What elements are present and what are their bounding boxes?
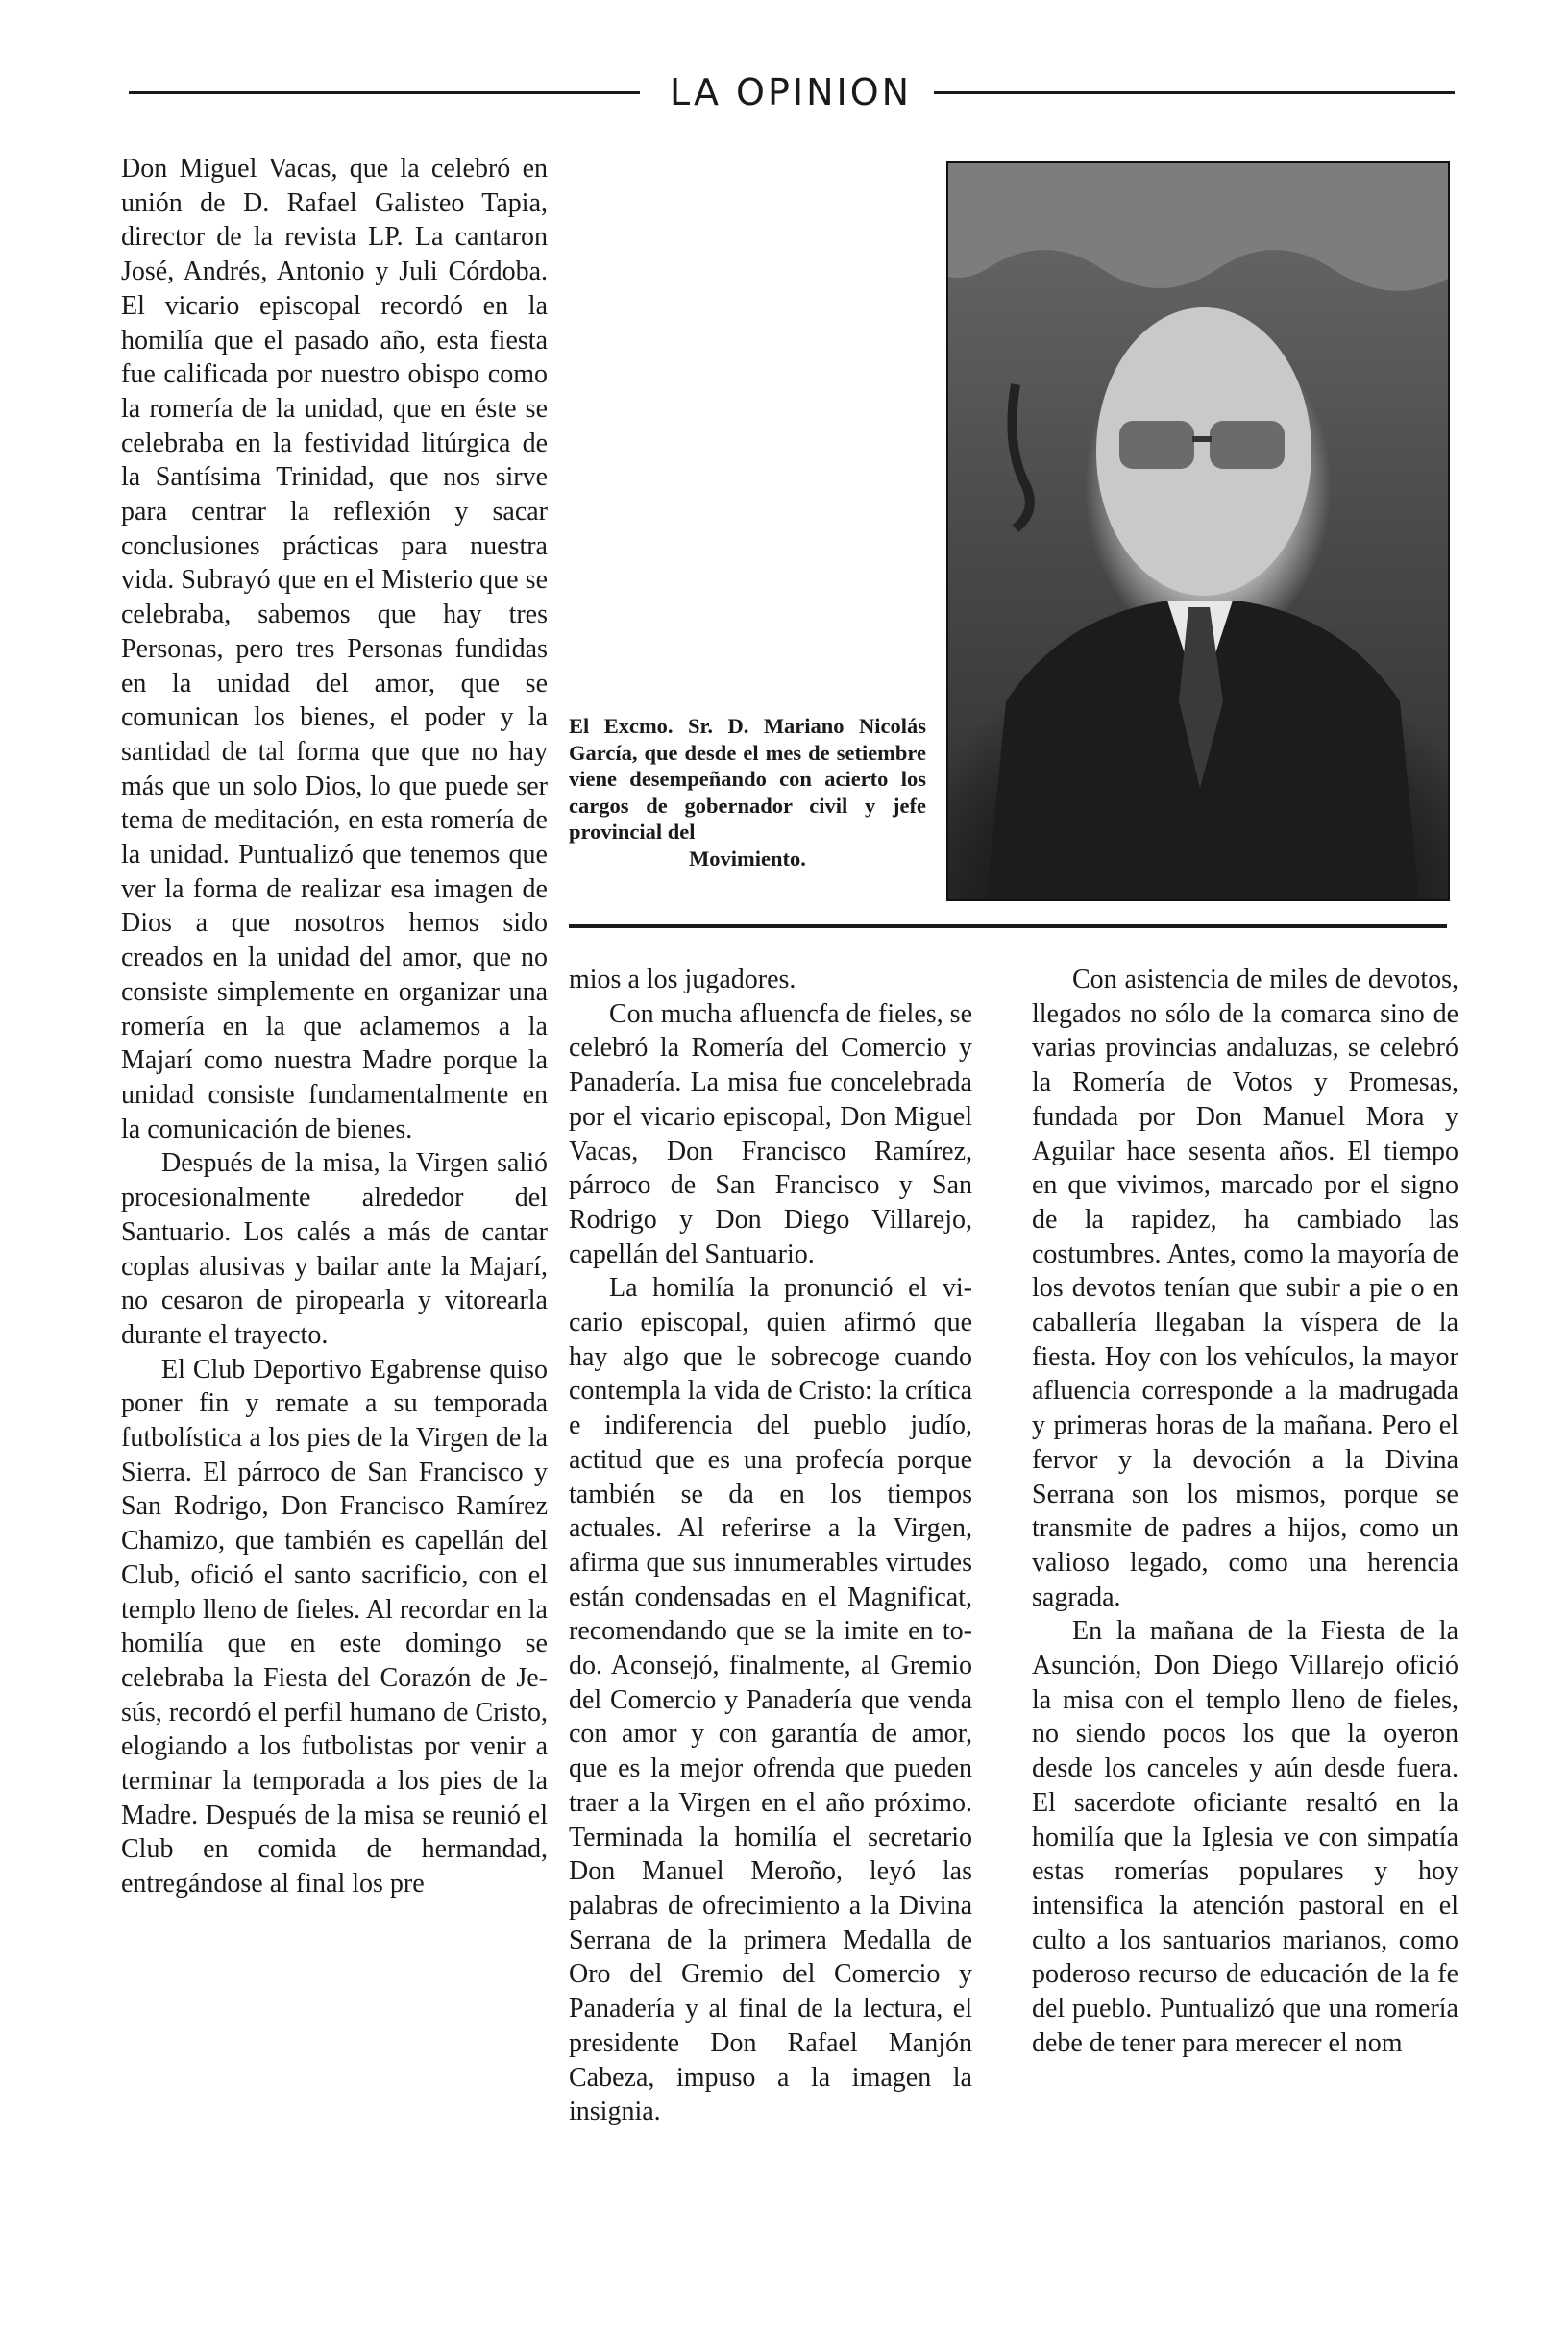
paragraph: Con mucha afluencfa de fieles, se celebró la Romería del Comercio y Panadería. La misa fue concelebrada por el vicario episcopal, Don Miguel Vacas, Don Francisco Ramírez, párroco de San Francisco y San Rodrigo y Don Diego Villarejo, capellán del Santuario. (569, 998, 972, 1269)
header-rule-right (934, 91, 1455, 94)
paragraph: Con asistencia de miles de devotos, llegados no sólo de la comarca sino de varias provincias andaluzas, se celebró la Romería de Votos y Promesas, fundada por Don Manuel Mora y Aguilar hace sesenta años. El tiempo en que vivimos, marcado por el signo de la rapidez, ha cambiado las costumbres. Antes, como la mayoría de los devotos tenían que subir a pie o en caballería llegaban la víspera de la fiesta. Hoy con los vehículos, la mayor afluencia corresponde a la madrugada y primeras horas de la mañana. Pero el fervor y la devoción a la Divina Serrana son los mismos, porque se transmite de padres a hijos, como un valioso legado, como una herencia sagrada. (1032, 965, 1458, 1612)
article-column-2 (569, 963, 972, 2129)
section-divider (569, 924, 1447, 928)
caption-last-line: Movimiento. (689, 846, 806, 870)
article-column-3 (1032, 963, 1458, 2061)
paragraph: Después de la misa, la Virgen salió procesionalmente alrededor del Santuario. Los calés a más de cantar coplas alusivas y bailar ante la Majarí, no cesaron de piropearla y vitorearla durante el trayecto. (121, 1148, 548, 1350)
paragraph: En la mañana de la Fiesta de la Asunción, Don Diego Villarejo ofició la misa con el templo lleno de fieles, no siendo pocos los que la oyeron desde los canceles y aún desde fuera. El sacerdote oficiante resaltó en la homilía que la Iglesia ve con simpatía estas romerías populares y hoy intensifica la atención pastoral en el culto a los santuarios marianos, como poderoso recurso de educación de la fe del pueblo. Puntualizó que una romería debe de tener para merecer el nom (1032, 1616, 1458, 2058)
page-header (129, 63, 1455, 121)
article-column-1 (121, 152, 548, 1901)
photo-caption (569, 713, 926, 871)
paragraph: La homilía la pronunció el vicario episcopal, quien afirmó que hay algo que le sobrecoge cuando contempla la vida de Cristo: la crítica e indiferencia del pueblo judío, actitud que es una profecía porque también se da en los tiempos actuales. Al referirse a la Virgen, afirma que sus innumerables virtudes están condensadas en el Magnificat, recomendando que se la imite en todo. Aconsejó, finalmente, al Gremio del Comercio y Panadería que venda con amor y con garantía de amor, que es la mejor ofrenda que pueden traer a la Virgen en el año próximo. Terminada la homilía el secretario Don Manuel Meroño, leyó las palabras de ofrecimiento a la Divina Serrana de la primera Medalla de Oro del Gremio del Comercio y Panadería y al final de la lectura, el presidente Don Rafael Manjón Cabeza, impuso a la imagen la insignia. (569, 1273, 972, 2127)
caption-text: El Excmo. Sr. D. Mariano Nicolás García, que desde el mes de setiembre viene desempeñando con acierto los cargos de gobernador civil y jefe provincial del (569, 714, 926, 844)
paragraph: mios a los jugadores. (569, 965, 796, 994)
paragraph: Don Miguel Vacas, que la celebró en unión de D. Rafael Galisteo Tapia, director de la revista LP. La cantaron José, Andrés, Antonio y Juli Córdoba. El vicario episcopal recordó en la homilía que el pasado año, esta fiesta fue calificada por nuestro obispo como la romería de la unidad, que en éste se celebraba en la festividad litúrgica de la Santísima Trinidad, que nos sirve para centrar la reflexión y sacar conclusiones prácticas para nuestra vida. Subrayó que en el Misterio que se celebraba, sabemos que hay tres Personas, pero tres Personas fundidas en la unidad del amor, que se comunican los bienes, el poder y la santidad de tal forma que que no hay más que un solo Dios, lo que puede ser tema de meditación, en esta romería de la unidad. Puntualizó que tenemos que ver la forma de realizar esa imagen de Dios a que nosotros hemos sido creados en la unidad del amor, que no consiste simplemente en organizar una romería en la que aclamemos a la Majarí como nuestra Madre porque la unidad consiste fundamentalmente en la comunicación de bienes. (121, 154, 548, 1144)
portrait-figure (948, 163, 1448, 899)
portrait-photo (946, 161, 1450, 901)
section-title: LA OPINION (669, 71, 913, 113)
header-rule-left (129, 91, 640, 94)
paragraph: El Club Deportivo Egabrense quiso poner fin y remate a su temporada futbolística a los pies de la Virgen de la Sierra. El párroco de San Francisco y San Rodrigo, Don Francisco Ramírez Chamizo, que también es capellán del Club, ofició el santo sacrificio, con el templo lleno de fieles. Al recordar en la homilía que en este domingo se celebraba la Fiesta del Corazón de Jesús, recordó el perfil humano de Cristo, elogiando a los futbolistas por venir a terminar la temporada a los pies de la Madre. Después de la misa se reunió el Club en comida de hermandad, entregándose al final los pre (121, 1354, 548, 1900)
